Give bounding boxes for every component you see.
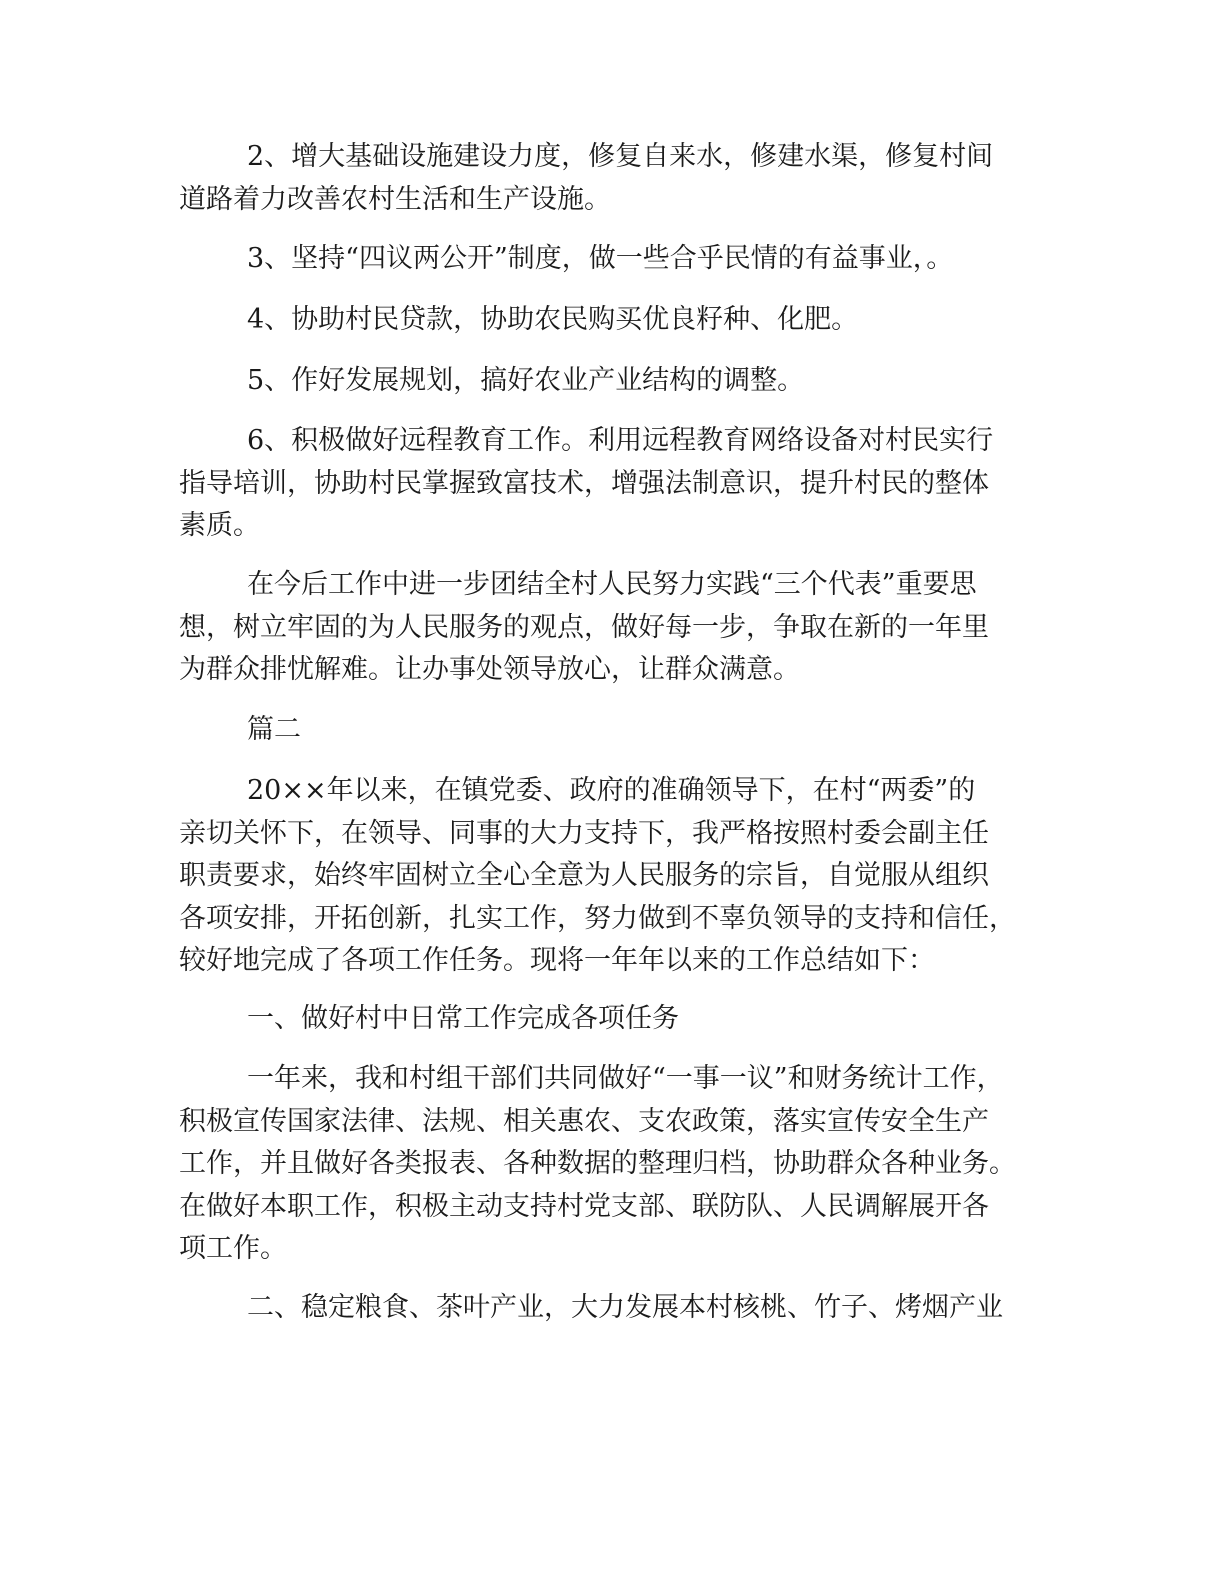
- text-line: 一、做好村中日常工作完成各项任务: [247, 1003, 679, 1034]
- paragraph-intro: [179, 770, 1059, 983]
- section-heading-one: [179, 998, 1059, 1041]
- text-line: 在做好本职工作，积极主动支持村党支部、联防队、人民调解展开各: [179, 1190, 989, 1222]
- text-line: 素质。: [179, 510, 260, 541]
- text-line: 6、积极做好远程教育工作。利用远程教育网络设备对村民实行: [247, 425, 994, 456]
- text-line: 一年来，我和村组干部们共同做好“一事一议”和财务统计工作，: [247, 1063, 1004, 1094]
- paragraph-item-5: [179, 360, 1059, 403]
- text-line: 5、作好发展规划，搞好农业产业结构的调整。: [247, 365, 805, 396]
- text-line: 20××年以来，在镇党委、政府的准确领导下，在村“两委”的: [247, 775, 976, 806]
- text-line: 篇二: [247, 714, 301, 745]
- text-line: 指导培训，协助村民掌握致富技术，增强法制意识，提升村民的整体: [179, 467, 989, 499]
- text-line: 4、协助村民贷款，协助农民购买优良籽种、化肥。: [247, 304, 859, 335]
- section-heading-part-two: [179, 709, 1059, 752]
- text-line: 工作，并且做好各类报表、各种数据的整理归档，协助群众各种业务。: [179, 1148, 1016, 1179]
- text-line: 较好地完成了各项工作任务。现将一年年以来的工作总结如下：: [179, 945, 935, 976]
- paragraph-item-4: [179, 299, 1059, 342]
- text-line: 3、坚持“四议两公开”制度，做一些合乎民情的有益事业，。: [247, 243, 954, 274]
- paragraph-item-6: [179, 420, 1059, 548]
- paragraph-item-2: [179, 136, 1059, 221]
- text-line: 2、增大基础设施建设力度，修复自来水，修建水渠，修复村间: [247, 141, 994, 172]
- text-line: 为群众排忧解难。让办事处领导放心，让群众满意。: [179, 654, 800, 685]
- text-line: 道路着力改善农村生活和生产设施。: [179, 183, 611, 215]
- paragraph-daily-work: [179, 1058, 1059, 1271]
- paragraph-item-3: [179, 238, 1059, 281]
- text-line: 职责要求，始终牢固树立全心全意为人民服务的宗旨，自觉服从组织: [179, 860, 989, 891]
- text-line: 在今后工作中进一步团结全村人民努力实践“三个代表”重要思: [247, 569, 977, 600]
- text-line: 亲切关怀下，在领导、同事的大力支持下，我严格按照村委会副主任: [179, 817, 989, 849]
- text-line: 二、稳定粮食、茶叶产业，大力发展本村核桃、竹子、烤烟产业: [247, 1292, 1003, 1323]
- text-line: 想，树立牢固的为人民服务的观点，做好每一步，争取在新的一年里: [179, 611, 989, 643]
- section-heading-two: [179, 1287, 1059, 1330]
- text-line: 各项安排，开拓创新，扎实工作，努力做到不辜负领导的支持和信任，: [179, 902, 1016, 934]
- paragraph-future-work: [179, 564, 1059, 692]
- text-line: 积极宣传国家法律、法规、相关惠农、支农政策，落实宣传安全生产: [179, 1105, 989, 1137]
- text-line: 项工作。: [179, 1233, 287, 1264]
